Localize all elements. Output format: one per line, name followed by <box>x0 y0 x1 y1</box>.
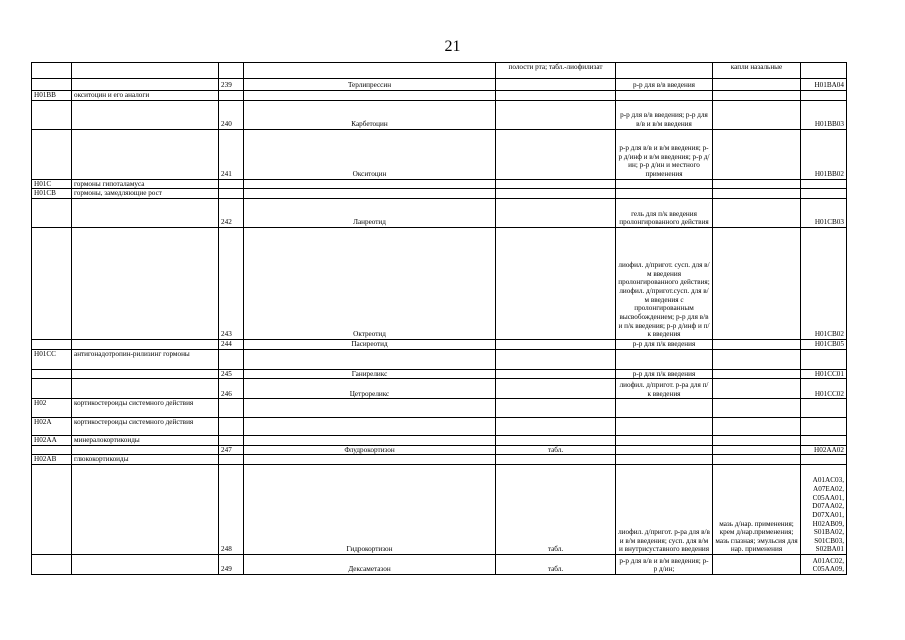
row-form-cell <box>496 379 616 399</box>
row-empty-cell <box>32 339 72 349</box>
row-other-form-cell <box>713 129 801 179</box>
row-name-cell: Флудрокортизон <box>244 445 496 455</box>
row-code-cell: H02AB <box>32 455 72 465</box>
row-empty-cell <box>496 455 616 465</box>
table-row <box>32 79 847 91</box>
row-other-form-cell: мазь д/нар. применения; крем д/нар.применения; мазь глазная; эмульсия для нар. применения <box>713 465 801 555</box>
row-atc-cell: H01BA04 <box>801 79 847 91</box>
row-other-form-cell <box>713 379 801 399</box>
row-empty-cell <box>801 179 847 189</box>
row-name-cell: Терлипрессин <box>244 79 496 91</box>
row-other-form-cell <box>713 339 801 349</box>
row-atc-cell: H01CC01 <box>801 369 847 379</box>
row-form-cell <box>496 369 616 379</box>
row-number-cell: 241 <box>219 129 244 179</box>
row-atc-cell: H01CB03 <box>801 198 847 227</box>
row-empty-cell <box>244 179 496 189</box>
row-atc-cell: A01AC02, C05AA09, <box>801 555 847 575</box>
row-code-cell: H01C <box>32 179 72 189</box>
row-name-cell: Ланреотид <box>244 198 496 227</box>
row-empty-cell <box>219 418 244 436</box>
row-name-cell: Пасиреотид <box>244 339 496 349</box>
row-atc-cell <box>801 63 847 79</box>
row-number-cell: 244 <box>219 339 244 349</box>
row-code-cell: H02 <box>32 399 72 418</box>
row-number-cell: 247 <box>219 445 244 455</box>
table-row <box>32 465 847 555</box>
row-name-cell: Дексаметазон <box>244 555 496 575</box>
row-empty-cell <box>219 436 244 446</box>
table-row <box>32 445 847 455</box>
row-group-name-cell: кортикостероиды системного действия <box>72 399 219 418</box>
row-empty-cell <box>801 91 847 101</box>
row-injection-form-cell: лиофил. д/пригот. р-ра для в/в и в/м введения; сусп. для в/м и внутрисуставного введения <box>616 465 713 555</box>
row-form-cell: полости рта; табл.-лиофилизат <box>496 63 616 79</box>
row-empty-cell <box>496 189 616 199</box>
row-form-cell <box>496 129 616 179</box>
row-injection-form-cell: р-р для п/к введения <box>616 339 713 349</box>
row-empty-cell <box>72 79 219 91</box>
row-empty-cell <box>32 465 72 555</box>
row-number-cell: 243 <box>219 227 244 339</box>
row-empty-cell <box>219 399 244 418</box>
group-row <box>32 349 847 369</box>
row-name-cell: Окситоцин <box>244 129 496 179</box>
row-empty-cell <box>616 399 713 418</box>
row-empty-cell <box>32 379 72 399</box>
row-number-cell: 249 <box>219 555 244 575</box>
row-empty-cell <box>616 418 713 436</box>
group-row <box>32 455 847 465</box>
table-row <box>32 339 847 349</box>
table-row <box>32 100 847 129</box>
row-empty-cell <box>72 445 219 455</box>
row-empty-cell <box>219 189 244 199</box>
row-name-cell: Карбетоцин <box>244 100 496 129</box>
table-row <box>32 555 847 575</box>
page-number: 21 <box>444 38 461 55</box>
row-empty-cell <box>219 349 244 369</box>
row-empty-cell <box>72 379 219 399</box>
row-injection-form-cell: р-р для в/в введения; р-р для в/в и в/м введения <box>616 100 713 129</box>
table-row <box>32 129 847 179</box>
row-atc-cell: A01AC03, A07EA02, C05AA01, D07AA02, D07XA01, H02AB09, S01BA02, S01CB03, S02BA01 <box>801 465 847 555</box>
row-empty-cell <box>801 455 847 465</box>
row-form-cell <box>496 227 616 339</box>
row-code-cell: H01CB <box>32 189 72 199</box>
row-number-cell: 242 <box>219 198 244 227</box>
row-empty-cell <box>32 79 72 91</box>
row-empty-cell <box>32 100 72 129</box>
row-empty-cell <box>496 91 616 101</box>
row-empty-cell <box>616 91 713 101</box>
row-code-cell: H01BB <box>32 91 72 101</box>
row-other-form-cell: капли назальные <box>713 63 801 79</box>
row-injection-form-cell: лиофил. д/пригот. р-ра для п/к введения <box>616 379 713 399</box>
row-injection-form-cell: гель для п/к введения пролонгированного действия <box>616 198 713 227</box>
row-other-form-cell <box>713 100 801 129</box>
row-empty-cell <box>32 555 72 575</box>
row-code-cell: H01CC <box>32 349 72 369</box>
row-empty-cell <box>244 91 496 101</box>
row-empty-cell <box>72 63 219 79</box>
row-empty-cell <box>496 418 616 436</box>
row-empty-cell <box>713 418 801 436</box>
table-body <box>32 63 847 575</box>
row-empty-cell <box>801 349 847 369</box>
group-row <box>32 91 847 101</box>
row-atc-cell: H01BB02 <box>801 129 847 179</box>
row-empty-cell <box>244 399 496 418</box>
row-empty-cell <box>713 179 801 189</box>
row-empty-cell <box>801 399 847 418</box>
row-injection-form-cell: р-р для п/к введения <box>616 369 713 379</box>
row-form-cell <box>496 100 616 129</box>
row-empty-cell <box>801 418 847 436</box>
row-injection-form-cell: р-р для в/в введения <box>616 79 713 91</box>
row-other-form-cell <box>713 555 801 575</box>
row-empty-cell <box>72 465 219 555</box>
row-name-cell: Цетрореликс <box>244 379 496 399</box>
table-row <box>32 369 847 379</box>
row-injection-form-cell <box>616 445 713 455</box>
row-group-name-cell: гормоны гипоталамуса <box>72 179 219 189</box>
group-row <box>32 189 847 199</box>
row-other-form-cell <box>713 227 801 339</box>
row-group-name-cell: гормоны, замедляющие рост <box>72 189 219 199</box>
row-empty-cell <box>32 227 72 339</box>
table-row <box>32 379 847 399</box>
row-empty-cell <box>496 179 616 189</box>
row-empty-cell <box>72 227 219 339</box>
drug-table <box>31 62 847 575</box>
row-empty-cell <box>72 198 219 227</box>
row-empty-cell <box>244 436 496 446</box>
row-empty-cell <box>244 418 496 436</box>
row-other-form-cell <box>713 445 801 455</box>
row-form-cell: табл. <box>496 465 616 555</box>
row-empty-cell <box>32 198 72 227</box>
row-number-cell: 246 <box>219 379 244 399</box>
row-group-name-cell: минералокортикоиды <box>72 436 219 446</box>
row-form-cell <box>496 79 616 91</box>
row-empty-cell <box>72 369 219 379</box>
row-empty-cell <box>801 189 847 199</box>
row-empty-cell <box>32 369 72 379</box>
row-empty-cell <box>713 436 801 446</box>
row-number-cell: 245 <box>219 369 244 379</box>
row-empty-cell <box>244 189 496 199</box>
row-empty-cell <box>32 445 72 455</box>
row-empty-cell <box>72 100 219 129</box>
row-form-cell: табл. <box>496 445 616 455</box>
row-empty-cell <box>32 63 72 79</box>
row-other-form-cell <box>713 369 801 379</box>
table-row <box>32 198 847 227</box>
row-empty-cell <box>496 349 616 369</box>
row-name-cell <box>244 63 496 79</box>
row-injection-form-cell: р-р для в/в и в/м введения; р-р д/инф и в/м введения; р-р д/ин; р-р д/ин и местного применения <box>616 129 713 179</box>
row-number-cell <box>219 63 244 79</box>
row-empty-cell <box>616 179 713 189</box>
row-empty-cell <box>616 189 713 199</box>
group-row <box>32 436 847 446</box>
row-form-cell <box>496 339 616 349</box>
row-name-cell: Гидрокортизон <box>244 465 496 555</box>
row-empty-cell <box>713 91 801 101</box>
row-code-cell: H02A <box>32 418 72 436</box>
row-empty-cell <box>496 436 616 446</box>
row-empty-cell <box>219 455 244 465</box>
row-code-cell: H02AA <box>32 436 72 446</box>
group-row <box>32 399 847 418</box>
row-empty-cell <box>72 555 219 575</box>
row-empty-cell <box>72 129 219 179</box>
row-form-cell <box>496 198 616 227</box>
row-group-name-cell: глюкокортикоиды <box>72 455 219 465</box>
row-number-cell: 248 <box>219 465 244 555</box>
row-empty-cell <box>616 455 713 465</box>
row-number-cell: 239 <box>219 79 244 91</box>
group-row <box>32 179 847 189</box>
row-injection-form-cell: р-р для в/в и в/м введения; р-р д/ин; <box>616 555 713 575</box>
row-empty-cell <box>713 189 801 199</box>
table-row <box>32 63 847 79</box>
row-empty-cell <box>496 399 616 418</box>
row-injection-form-cell <box>616 63 713 79</box>
row-empty-cell <box>244 455 496 465</box>
row-other-form-cell <box>713 198 801 227</box>
row-empty-cell <box>713 349 801 369</box>
row-group-name-cell: окситоцин и его аналоги <box>72 91 219 101</box>
row-empty-cell <box>713 399 801 418</box>
row-atc-cell: H02AA02 <box>801 445 847 455</box>
row-empty-cell <box>616 436 713 446</box>
row-empty-cell <box>32 129 72 179</box>
row-number-cell: 240 <box>219 100 244 129</box>
row-empty-cell <box>219 179 244 189</box>
row-atc-cell: H01CB05 <box>801 339 847 349</box>
row-other-form-cell <box>713 79 801 91</box>
row-group-name-cell: антигонадотропин-рилизинг гормоны <box>72 349 219 369</box>
row-injection-form-cell: лиофил. д/пригот. сусп. для в/м введения пролонгированного действия; лиофил. д/пригот.сусп. для в/м введения с пролонгированным высвобождением; р-р для в/в и п/к введения; р-р д/инф и п/к введения <box>616 227 713 339</box>
row-name-cell: Октреотид <box>244 227 496 339</box>
group-row <box>32 418 847 436</box>
row-empty-cell <box>713 455 801 465</box>
row-atc-cell: H01BB03 <box>801 100 847 129</box>
row-atc-cell: H01CB02 <box>801 227 847 339</box>
row-empty-cell <box>244 349 496 369</box>
row-empty-cell <box>616 349 713 369</box>
row-empty-cell <box>219 91 244 101</box>
row-empty-cell <box>801 436 847 446</box>
table-row <box>32 227 847 339</box>
row-form-cell: табл. <box>496 555 616 575</box>
row-atc-cell: H01CC02 <box>801 379 847 399</box>
row-name-cell: Ганиреликс <box>244 369 496 379</box>
row-empty-cell <box>72 339 219 349</box>
row-group-name-cell: кортикостероиды системного действия <box>72 418 219 436</box>
